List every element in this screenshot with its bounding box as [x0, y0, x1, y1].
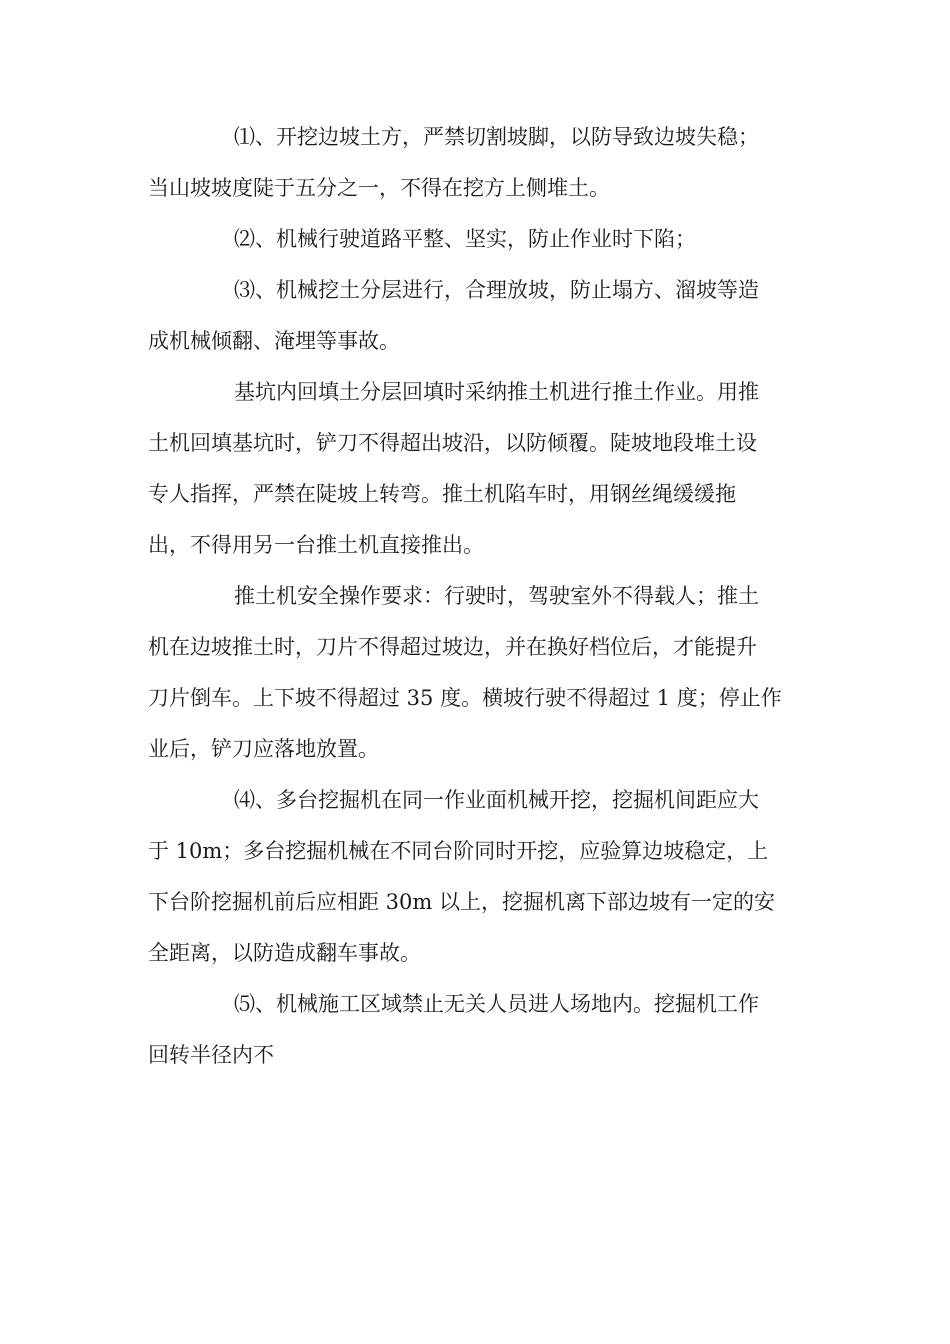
text-line: ⑸、机械施工区域禁止无关人员进人场地内。挖掘机工作: [234, 992, 759, 1016]
text-line: 回转半径内不: [148, 1043, 274, 1067]
paragraph-bulldozer-safety: [148, 571, 808, 775]
paragraph-item-1: [148, 112, 808, 214]
paragraph-item-3: [148, 265, 808, 367]
text-line: ⑷、多台挖掘机在同一作业面机械开挖，挖掘机间距应大: [234, 788, 759, 812]
text-line: ⑵、机械行驶道路平整、坚实，防止作业时下陷；: [234, 227, 696, 251]
document-body: [148, 112, 808, 1081]
text-line: 出，不得用另一台推土机直接推出。: [148, 533, 484, 557]
text-line: ⑴、开挖边坡土方，严禁切割坡脚，以防导致边坡失稳；: [234, 125, 759, 149]
text-line: 基坑内回填土分层回填时采纳推土机进行推土作业。用推: [234, 380, 759, 404]
text-line: 专人指挥，严禁在陡坡上转弯。推土机陷车时，用钢丝绳缓缓拖: [148, 482, 736, 506]
paragraph-backfill: [148, 367, 808, 571]
text-line: 全距离，以防造成翻车事故。: [148, 941, 421, 965]
text-line: 机在边坡推土时，刀片不得超过坡边，并在换好档位后，才能提升: [148, 635, 757, 659]
paragraph-item-4: [148, 775, 808, 979]
text-line: 土机回填基坑时，铲刀不得超出坡沿，以防倾覆。陡坡地段堆土设: [148, 431, 757, 455]
text-line: 当山坡坡度陡于五分之一，不得在挖方上侧堆土。: [148, 176, 610, 200]
text-line: 下台阶挖掘机前后应相距 30m 以上，挖掘机离下部边坡有一定的安: [148, 890, 775, 914]
text-line: 推土机安全操作要求：行驶时，驾驶室外不得载人；推土: [234, 584, 759, 608]
text-line: ⑶、机械挖土分层进行，合理放坡，防止塌方、溜坡等造: [234, 278, 759, 302]
paragraph-item-5: [148, 979, 808, 1081]
text-line: 业后，铲刀应落地放置。: [148, 737, 379, 761]
paragraph-item-2: [148, 214, 808, 265]
text-line: 于 10m；多台挖掘机械在不同台阶同时开挖，应验算边坡稳定，上: [148, 839, 769, 863]
text-line: 成机械倾翻、淹埋等事故。: [148, 329, 400, 353]
text-line: 刀片倒车。上下坡不得超过 35 度。横坡行驶不得超过 1 度；停止作: [148, 686, 782, 710]
